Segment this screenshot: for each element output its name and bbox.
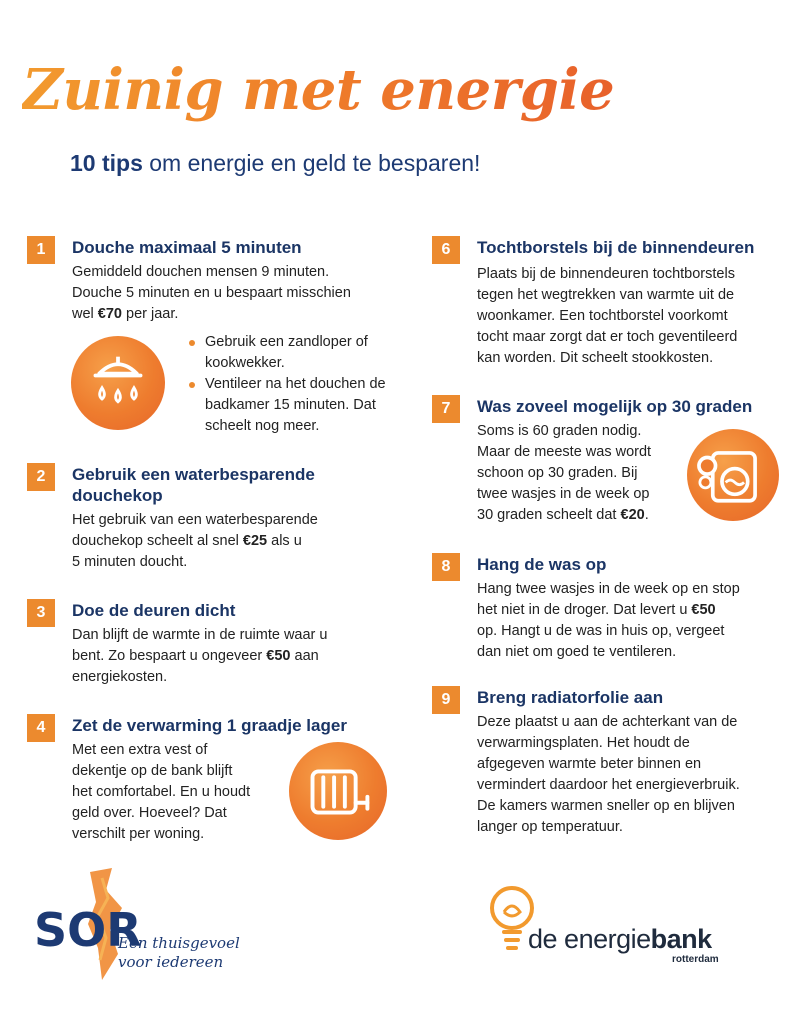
tip-title: Gebruik een waterbesparende douchekop [72, 465, 315, 505]
tip-7 [432, 395, 792, 525]
tip-body: Met een extra vest of dekentje op de bank blijft het comfortabel. En u houdt geld over. Hoeveel? Dat verschilt per woning. [72, 742, 251, 842]
tip-2 [27, 463, 397, 573]
tip-body: Deze plaatst u aan de achterkant van de verwarmingsplaten. Het houdt de afgegeven warmte beter binnen en vermindert daardoor het energieverbruik. De kamers warmen sneller op en blijven langer op temperatuur. [477, 714, 740, 835]
tip-title: Zet de verwarming 1 graadje lager [72, 716, 347, 735]
tip-body: Dan blijft de warmte in de ruimte waar u bent. Zo bespaart u ongeveer €50 aan energiekosten. [72, 627, 328, 685]
tip-title: Tochtborstels bij de binnendeuren [477, 238, 755, 257]
energiebank-logo: de energiebank [528, 924, 712, 954]
tip-title: Doe de deuren dicht [72, 601, 236, 620]
list-item: Gebruik een zandloper of kookwekker. [187, 332, 402, 374]
page-title: Zuinig met energie [22, 57, 615, 123]
tip-3 [27, 599, 397, 689]
tip-number: 9 [432, 686, 460, 714]
tip-bullets [187, 332, 402, 437]
tip-number: 4 [27, 714, 55, 742]
tip-number: 6 [432, 236, 460, 264]
tip-body: Gemiddeld douchen mensen 9 minuten. Douche 5 minuten en u bespaart misschien wel €70 per jaar. [72, 264, 351, 322]
sor-tagline: Een thuisgevoel voor iedereen [118, 934, 240, 971]
energiebank-city: rotterdam [672, 954, 719, 965]
tip-1 [27, 236, 397, 436]
tip-title: Breng radiatorfolie aan [477, 688, 664, 707]
shower-icon [71, 336, 165, 430]
tip-title: Was zoveel mogelijk op 30 graden [477, 397, 753, 416]
tip-8 [432, 553, 792, 663]
sor-logo-text: SOR [34, 903, 142, 957]
washing-machine-icon [687, 429, 779, 521]
tip-title: Hang de was op [477, 555, 607, 574]
tip-number: 3 [27, 599, 55, 627]
tip-9 [432, 686, 802, 846]
tip-number: 8 [432, 553, 460, 581]
tip-body: Hang twee wasjes in de week op en stop het niet in de droger. Dat levert u €50 op. Hangt u de was in huis op, vergeet dan niet om goed te ventileren. [477, 581, 740, 660]
tip-body: Plaats bij de binnendeuren tochtborstels tegen het wegtrekken van warmte uit de woonkamer. Een tochtborstel voorkomt tocht maar zorgt dat er toch geventileerd kan worden. Dit scheelt stookkosten. [477, 266, 738, 366]
tip-4 [27, 714, 397, 844]
tip-title: Douche maximaal 5 minuten [72, 238, 302, 257]
radiator-icon [289, 742, 387, 840]
tip-number: 7 [432, 395, 460, 423]
tip-6 [432, 236, 792, 376]
tip-number: 2 [27, 463, 55, 491]
tip-body: Soms is 60 graden nodig. Maar de meeste was wordt schoon op 30 graden. Bij twee wasjes in de week op 30 graden scheelt dat €20. [477, 423, 652, 523]
list-item: Ventileer na het douchen de badkamer 15 minuten. Dat scheelt nog meer. [187, 374, 402, 437]
tip-number: 1 [27, 236, 55, 264]
page-subtitle: 10 tips om energie en geld te besparen! [70, 150, 481, 176]
tip-body: Het gebruik van een waterbesparende douchekop scheelt al snel €25 als u 5 minuten doucht. [72, 512, 318, 570]
